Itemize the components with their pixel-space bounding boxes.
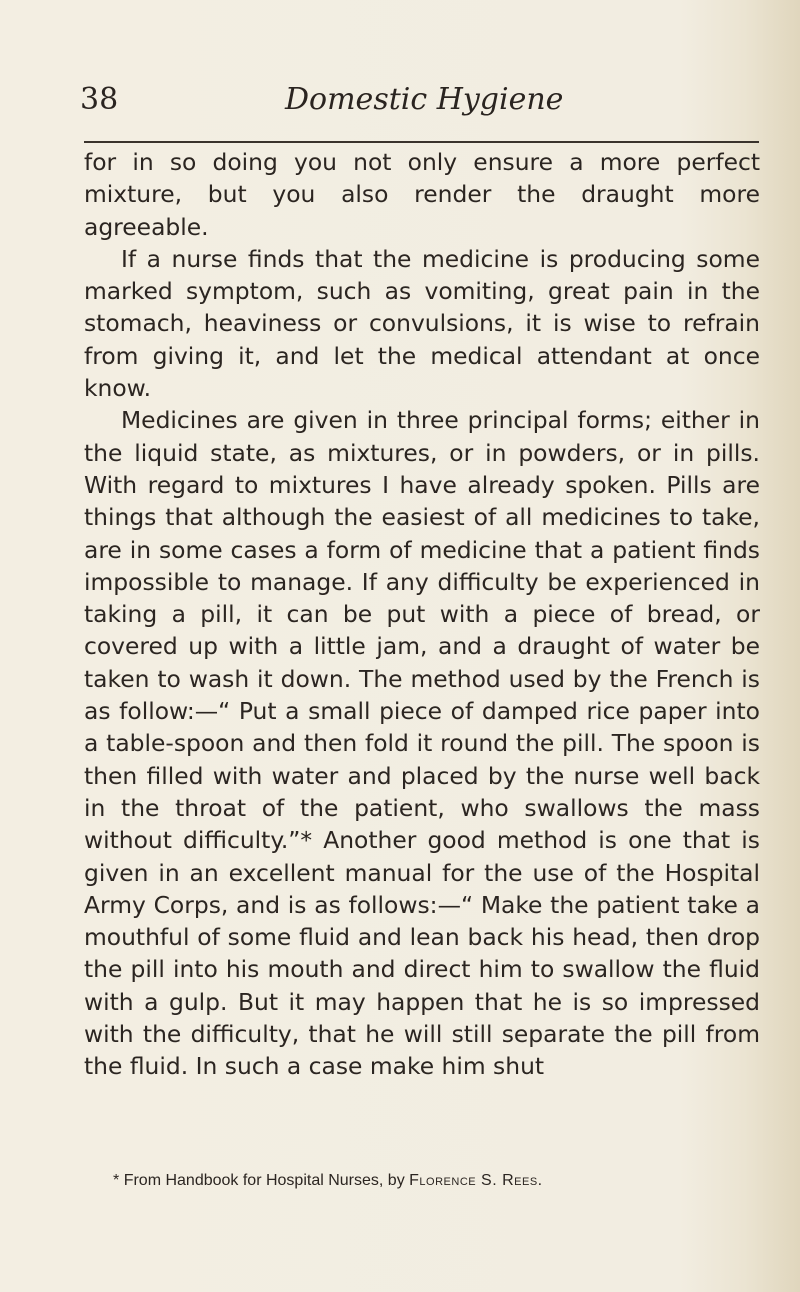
footnote-text: From Handbook for Hospital Nurses, by	[123, 1172, 405, 1189]
footnote-author: Florence S. Rees.	[409, 1172, 543, 1189]
footnote	[113, 1170, 763, 1192]
footnote-marker: *	[113, 1172, 120, 1189]
paragraph-continuation: for in so doing you not only ensure a more perfect mixture, but you also render the draught more agreeable.	[84, 148, 760, 241]
page-number: 38	[80, 82, 119, 117]
header-rule	[84, 141, 759, 143]
paragraph-medicine-forms: Medicines are given in three principal forms; either in the liquid state, as mixtures, or in powders, or in pills. With regard to mixtures I have already spoken. Pills are things that although the easiest of all medicines to take, are in some cases a form of medicine that a patient finds impossible to manage. If any difficulty be experienced in taking a pill, it can be put with a piece of bread, or covered up with a little jam, and a draught of water be taken to wash it down. The method used by the French is as follow:—“ Put a small piece of damped rice paper into a table-spoon and then fold it round the pill. The spoon is then filled with water and placed by the nurse well back in the throat of the patient, who swallows the mass without difficulty.”* Another good method is one that is given in an excellent manual for the use of the Hospital Army Corps, and is as follows:—“ Make the patient take a mouthful of some fluid and lean back his head, then drop the pill into his mouth and direct him to swallow the fluid with a gulp. But it may happen that he is so impressed with the difficulty, that he will still separate the pill from the fluid. In such a case make him shut	[84, 406, 760, 1081]
page-header	[80, 80, 760, 124]
body-text	[84, 146, 760, 1083]
paragraph-symptoms: If a nurse finds that the medicine is producing some marked symptom, such as vomiting, great pain in the stomach, heaviness or convulsions, it is wise to refrain from giving it, and let the medical attendant at once know.	[84, 244, 760, 403]
running-head: Domestic Hygiene	[285, 82, 564, 117]
